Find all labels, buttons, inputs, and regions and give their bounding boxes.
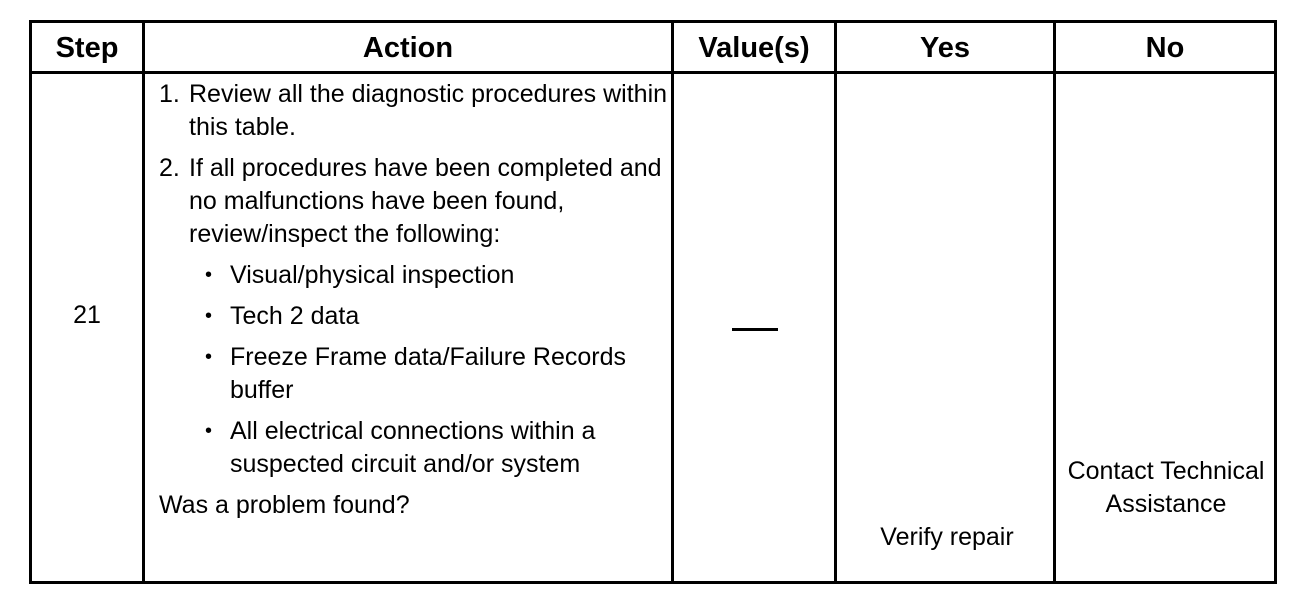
- bullet-item: [205, 415, 684, 481]
- yes-outcome: Verify repair: [880, 523, 1014, 551]
- bullet-text: Visual/physical inspection: [230, 261, 515, 289]
- bullet-icon: •: [205, 346, 213, 368]
- bullet-text: All electrical connections within a suspected circuit and/or system: [230, 417, 596, 478]
- bullet-list: [205, 259, 684, 481]
- header-no: No: [1145, 31, 1185, 64]
- header-step: Step: [55, 31, 119, 64]
- header-yes: Yes: [920, 31, 970, 64]
- bullet-item: [205, 259, 684, 292]
- bullet-text: Tech 2 data: [230, 302, 360, 330]
- bullet-icon: •: [205, 420, 213, 442]
- header-action: Action: [362, 31, 454, 64]
- bullet-icon: •: [205, 264, 213, 286]
- bullet-icon: •: [205, 305, 213, 327]
- action-item-2: [159, 152, 684, 251]
- item-text: Review all the diagnostic procedures within this table.: [189, 80, 668, 141]
- item-number: 2.: [159, 154, 180, 182]
- step-number: 21: [73, 301, 101, 329]
- empty-value-dash: [732, 328, 778, 331]
- action-cell: [159, 78, 684, 522]
- column-divider: [834, 23, 837, 581]
- bullet-text: Freeze Frame data/Failure Records buffer: [230, 343, 626, 404]
- action-question: Was a problem found?: [159, 491, 410, 519]
- no-outcome: Contact Technical Assistance: [1067, 457, 1265, 518]
- header-values: Value(s): [698, 31, 810, 64]
- column-divider: [1053, 23, 1056, 581]
- item-number: 1.: [159, 80, 180, 108]
- action-item-1: [159, 78, 684, 144]
- bullet-item: [205, 341, 684, 407]
- bullet-item: [205, 300, 684, 333]
- column-divider: [142, 23, 145, 581]
- item-text: If all procedures have been completed and no malfunctions have been found, review/inspect the following:: [189, 154, 662, 248]
- diagnostic-table: [29, 20, 1277, 584]
